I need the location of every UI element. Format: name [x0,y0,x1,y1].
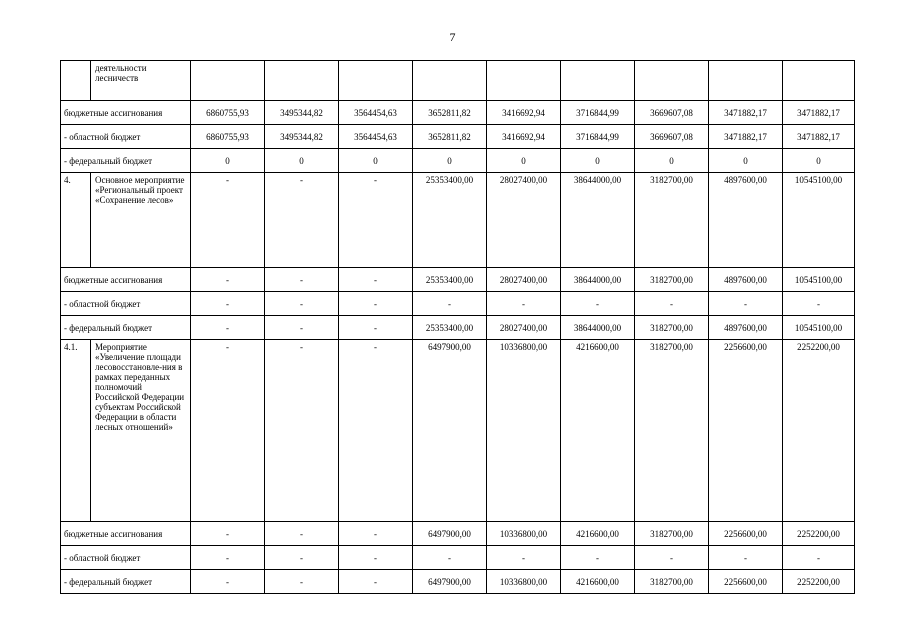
value-cell: - [339,292,413,316]
table-row [61,570,855,594]
value-cell: - [339,546,413,570]
value-cell: - [265,268,339,292]
value-cell: - [191,173,265,268]
value-cell: 2252200,00 [783,522,855,546]
number-cell: 4.1. [61,340,91,522]
value-cell: 4897600,00 [709,316,783,340]
value-cell: 10545100,00 [783,316,855,340]
value-cell: - [339,340,413,522]
value-cell: - [487,546,561,570]
value-cell: 38644000,00 [561,316,635,340]
value-cell: 0 [487,149,561,173]
value-cell: 3564454,63 [339,101,413,125]
value-cell: - [413,292,487,316]
value-cell: 6860755,93 [191,101,265,125]
page-number: 7 [449,30,456,44]
value-cell: - [635,292,709,316]
value-cell: - [339,316,413,340]
value-cell: 6497900,00 [413,570,487,594]
value-cell: - [191,340,265,522]
value-cell: 0 [413,149,487,173]
value-cell: 0 [783,149,855,173]
value-cell: - [191,522,265,546]
value-cell: 2256600,00 [709,340,783,522]
value-cell: 0 [191,149,265,173]
value-cell: 3182700,00 [635,340,709,522]
value-cell: 3652811,82 [413,101,487,125]
value-cell: 3471882,17 [783,125,855,149]
value-cell: 3416692,94 [487,101,561,125]
row-label: - областной бюджет [61,292,191,316]
name-cell: Основное мероприятие «Региональный проект «Сохранение лесов» [91,173,191,268]
value-cell: 3182700,00 [635,522,709,546]
value-cell: 3416692,94 [487,125,561,149]
value-cell: 6497900,00 [413,340,487,522]
number-cell [61,61,91,101]
value-cell: 3716844,99 [561,101,635,125]
value-cell: 3495344,82 [265,125,339,149]
value-cell: 10545100,00 [783,268,855,292]
value-cell: 10545100,00 [783,173,855,268]
value-cell: 3471882,17 [783,101,855,125]
value-cell: 2256600,00 [709,570,783,594]
value-cell: - [191,546,265,570]
value-cell: - [265,173,339,268]
value-cell: 10336800,00 [487,522,561,546]
table-row-item-4 [61,173,855,268]
value-cell: 3471882,17 [709,101,783,125]
table-row [61,316,855,340]
table-row [61,522,855,546]
value-cell: 3182700,00 [635,570,709,594]
value-cell: 25353400,00 [413,268,487,292]
row-label: бюджетные ассигнования [61,522,191,546]
value-cell: - [265,292,339,316]
row-label: бюджетные ассигнования [61,101,191,125]
value-cell: - [783,546,855,570]
value-cell: - [265,340,339,522]
value-cell: 2252200,00 [783,570,855,594]
value-cell: 4897600,00 [709,268,783,292]
value-cell: 2252200,00 [783,340,855,522]
value-cell: 0 [635,149,709,173]
value-cell: 2256600,00 [709,522,783,546]
value-cell: 6497900,00 [413,522,487,546]
value-cell: - [561,292,635,316]
value-cell: 3182700,00 [635,268,709,292]
value-cell: 4216600,00 [561,570,635,594]
row-label: - областной бюджет [61,125,191,149]
number-cell: 4. [61,173,91,268]
table-row [61,268,855,292]
value-cell: 3716844,99 [561,125,635,149]
value-cell: 0 [265,149,339,173]
value-cell: - [265,546,339,570]
value-cell: - [265,316,339,340]
table-row-dept-fragment [61,61,855,101]
value-cell: - [191,268,265,292]
value-cell: - [191,292,265,316]
value-cell: 28027400,00 [487,173,561,268]
table-row [61,546,855,570]
value-cell: 0 [709,149,783,173]
value-cell: 3182700,00 [635,316,709,340]
value-cell: 0 [339,149,413,173]
table-row [61,125,855,149]
value-cell: 25353400,00 [413,173,487,268]
value-cell: - [339,570,413,594]
value-cell: 4216600,00 [561,340,635,522]
value-cell: 3652811,82 [413,125,487,149]
value-cell: - [265,570,339,594]
value-cell: 3495344,82 [265,101,339,125]
value-cell: 3669607,08 [635,101,709,125]
value-cell: 38644000,00 [561,268,635,292]
value-cell: - [191,316,265,340]
value-cell: 10336800,00 [487,340,561,522]
row-label: - федеральный бюджет [61,149,191,173]
value-cell: 3564454,63 [339,125,413,149]
value-cell: 3182700,00 [635,173,709,268]
value-cell: - [191,570,265,594]
budget-table [60,60,855,594]
value-cell: 28027400,00 [487,268,561,292]
row-label: - федеральный бюджет [61,316,191,340]
name-cell: деятельности лесничеств [91,61,191,101]
value-cell: - [561,546,635,570]
value-cell: - [635,546,709,570]
value-cell: - [265,522,339,546]
name-cell: Мероприятие «Увеличение площади лесовосстановле-ния в рамках переданных полномочий Российской Федерации субъектам Российской Федерации в области лесных отношений» [91,340,191,522]
table-row [61,292,855,316]
value-cell: - [339,268,413,292]
row-label: бюджетные ассигнования [61,268,191,292]
value-cell: - [339,173,413,268]
value-cell: 10336800,00 [487,570,561,594]
value-cell: 38644000,00 [561,173,635,268]
value-cell: 4897600,00 [709,173,783,268]
value-cell: 28027400,00 [487,316,561,340]
row-label: - областной бюджет [61,546,191,570]
value-cell: - [709,546,783,570]
table-row [61,101,855,125]
value-cell: - [487,292,561,316]
value-cell: 4216600,00 [561,522,635,546]
row-label: - федеральный бюджет [61,570,191,594]
value-cell: 25353400,00 [413,316,487,340]
value-cell: - [339,522,413,546]
table-row-item-4-1 [61,340,855,522]
value-cell: - [413,546,487,570]
value-cell: - [709,292,783,316]
value-cell: - [783,292,855,316]
table-row [61,149,855,173]
value-cell: 3669607,08 [635,125,709,149]
value-cell: 0 [561,149,635,173]
value-cell: 6860755,93 [191,125,265,149]
value-cell: 3471882,17 [709,125,783,149]
